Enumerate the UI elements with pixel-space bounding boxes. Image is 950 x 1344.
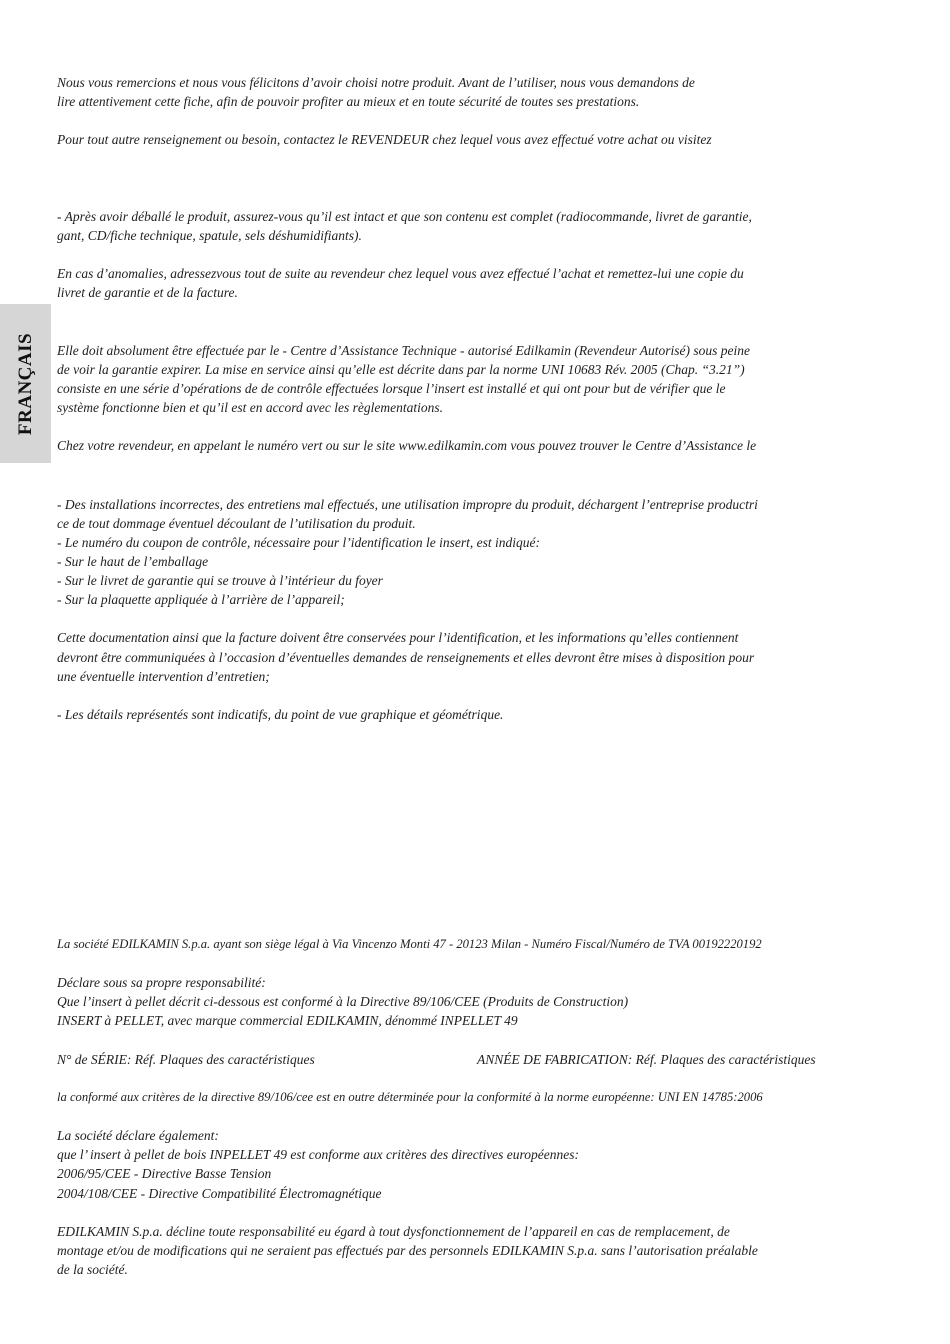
text-line: de voir la garantie expirer. La mise en service ainsi qu’elle est décrite dans par la norme UNI 10683 Rév. 2005 (Chap. “3.21”) [57,362,745,377]
serial-number: N° de SÉRIE: Réf. Plaques des caractéristiques [57,1052,315,1067]
company-line: La société EDILKAMIN S.p.a. ayant son siège légal à Via Vincenzo Monti 47 - 20123 Milan - Numéro Fiscal/Numéro de TVA 00192220192 [57,937,762,951]
text-line: Chez votre revendeur, en appelant le numéro vert ou sur le site www.edilkamin.com vous pouvez trouver le Centre d’Assistance le [57,438,757,453]
text-line: 2006/95/CEE - Directive Basse Tension [57,1166,272,1181]
language-tab [0,304,51,463]
text-line: ce de tout dommage éventuel découlant de l’utilisation du produit. [57,516,416,531]
text-line: de la société. [57,1262,128,1277]
text-line: Que l’insert à pellet décrit ci-dessous est conformé à la Directive 89/106/CEE (Produits de Construction) [57,994,629,1009]
text-line: La société déclare également: [57,1128,219,1143]
conformity-line: la conformé aux critères de la directive 89/106/cee est en outre déterminée pour la conformité à la norme européenne: UNI EN 14785:2006 [57,1090,763,1104]
text-line: - Sur la plaquette appliquée à l’arrière de l’appareil; [57,592,345,607]
text-line: - Sur le haut de l’emballage [57,554,209,569]
text-line: Nous vous remercions et nous vous félicitons d’avoir choisi notre produit. Avant de l’utiliser, nous vous demandons de [57,75,695,90]
text-line: - Les détails représentés sont indicatifs, du point de vue graphique et géométrique. [57,707,504,722]
text-line: 2004/108/CEE - Directive Compatibilité Électromagnétique [57,1186,382,1201]
text-line: - Le numéro du coupon de contrôle, nécessaire pour l’identification le insert, est indiqué: [57,535,541,550]
manufacturing-year: ANNÉE DE FABRICATION: Réf. Plaques des caractéristiques [477,1052,816,1067]
text-line: - Sur le livret de garantie qui se trouve à l’intérieur du foyer [57,573,383,588]
text-line: lire attentivement cette fiche, afin de pouvoir profiter au mieux et en toute sécurité de toutes ses prestations. [57,94,640,109]
text-line: - Après avoir déballé le produit, assurez-vous qu’il est intact et que son contenu est complet (radiocommande, livret de garantie, [57,209,752,224]
language-tab-label: FRANÇAIS [14,332,36,435]
text-line: devront être communiquées à l’occasion d’éventuelles demandes de renseignements et elles devront être mises à disposition pour [57,650,755,665]
text-line: une éventuelle intervention d’entretien; [57,669,270,684]
text-line: que l’ insert à pellet de bois INPELLET 49 est conforme aux critères des directives européennes: [57,1147,580,1162]
text-line: consiste en une série d’opérations de de contrôle effectuées lorsque l’insert est installé et qui ont pour but de vérifier que le [57,381,726,396]
text-line: montage et/ou de modifications qui ne seraient pas effectués par des personnels EDILKAMIN S.p.a. sans l’autorisation préalable [57,1243,758,1258]
text-line: Pour tout autre renseignement ou besoin, contactez le REVENDEUR chez lequel vous avez effectué votre achat ou visitez [57,132,712,147]
text-line: livret de garantie et de la facture. [57,285,238,300]
text-line: système fonctionne bien et qu’il est en accord avec les règlementations. [57,400,444,415]
text-line: EDILKAMIN S.p.a. décline toute responsabilité eu égard à tout dysfonctionnement de l’appareil en cas de remplacement, de [57,1224,730,1239]
text-line: En cas d’anomalies, adressezvous tout de suite au revendeur chez lequel vous avez effectué l’achat et remettez-lui une copie du [57,266,744,281]
text-line: INSERT à PELLET, avec marque commercial EDILKAMIN, dénommé INPELLET 49 [57,1013,518,1028]
text-line: Cette documentation ainsi que la facture doivent être conservées pour l’identification, et les informations qu’elles contiennent [57,630,739,645]
text-line: - Des installations incorrectes, des entretiens mal effectués, une utilisation impropre du produit, déchargent l’entreprise productri [57,497,758,512]
text-line: gant, CD/fiche technique, spatule, sels déshumidifiants). [57,228,362,243]
text-line: Elle doit absolument être effectuée par le - Centre d’Assistance Technique - autorisé Edilkamin (Revendeur Autorisé) sous peine [57,343,750,358]
text-line: Déclare sous sa propre responsabilité: [57,975,266,990]
